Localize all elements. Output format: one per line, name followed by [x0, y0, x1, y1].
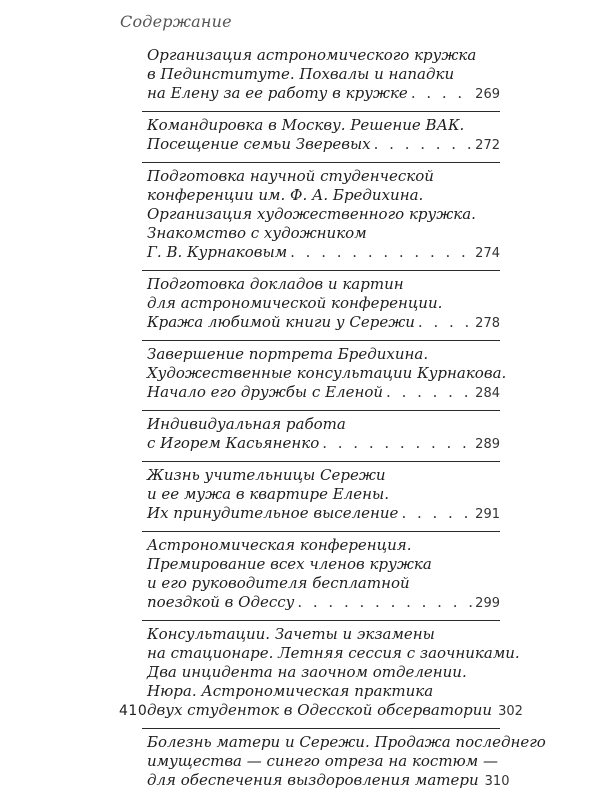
- toc-entry-line: [147, 752, 500, 771]
- toc-entry-line: [147, 504, 500, 524]
- dot-leader: [374, 135, 473, 154]
- toc-entry-line: [147, 625, 500, 644]
- toc-entry-line: [147, 186, 500, 205]
- toc-entry-text: Посещение семьи Зверевых: [147, 135, 371, 153]
- toc-entry-text: Подготовка научной студенческой: [147, 167, 434, 185]
- toc-entry-page: 289: [475, 437, 500, 452]
- toc-entry-line: [147, 313, 500, 333]
- toc-entry-line: [147, 65, 500, 84]
- toc-entry: [120, 271, 500, 341]
- dot-leader: [386, 383, 472, 402]
- toc-entry-text: поездкой в Одессу: [147, 593, 295, 611]
- toc-entry-line: [147, 383, 500, 403]
- toc-entry-line: [147, 733, 546, 752]
- toc-entry-page: 310: [484, 774, 510, 789]
- toc-entry-text: для астрономической конференции.: [147, 294, 443, 312]
- toc-entry-text: Г. В. Курнаковым: [147, 243, 288, 261]
- toc-entry-line: [147, 167, 500, 186]
- toc-entry-line: [147, 364, 507, 383]
- toc-entry-page: 291: [475, 507, 500, 522]
- toc-entry-line: [147, 593, 500, 613]
- toc-entry: [120, 112, 500, 163]
- dot-leader: [297, 593, 472, 612]
- toc-entry-line: [147, 415, 500, 434]
- toc-entry-text: конференции им. Ф. А. Бредихина.: [147, 186, 424, 204]
- toc-entry-text: Два инцидента на заочном отделении.: [147, 663, 467, 681]
- toc-entry-text: имущества — синего отреза на костюм —: [147, 752, 498, 770]
- toc-entry-line: [147, 46, 500, 65]
- toc-entry-page: 302: [498, 704, 523, 719]
- toc-entry-text: Командировка в Москву. Решение ВАК.: [147, 116, 465, 134]
- toc-entry: [120, 411, 500, 462]
- toc-entry-page: 299: [475, 596, 500, 611]
- toc-entry: [120, 462, 500, 532]
- toc-entry-text: Кража любимой книги у Сережи: [147, 313, 415, 331]
- toc-entry-line: [147, 771, 510, 791]
- toc-entry-text: Завершение портрета Бредихина.: [147, 345, 429, 363]
- toc-entry-line: [147, 485, 500, 504]
- toc-entry-text: Астрономическая конференция.: [147, 536, 412, 554]
- toc-entry-text: на стационаре. Летняя сессия с заочниками.: [147, 644, 520, 662]
- toc-entry-line: [147, 682, 500, 701]
- toc-entry-line: [147, 243, 500, 263]
- toc-entry-line: [147, 644, 520, 663]
- toc-entry: [120, 729, 546, 799]
- toc-entry-text: Индивидуальная работа: [147, 415, 346, 433]
- toc-entry-text: в Пединституте. Похвалы и нападки: [147, 65, 455, 83]
- toc-entry-text: для обеспечения выздоровления матери: [147, 771, 479, 789]
- toc-entry-line: [147, 574, 500, 593]
- toc-entry: [120, 42, 500, 112]
- toc-entry-text: на Елену за ее работу в кружке: [147, 84, 408, 102]
- dot-leader: [322, 434, 472, 453]
- dot-leader: [411, 84, 472, 103]
- toc-entry-line: [147, 434, 500, 454]
- dot-leader: [401, 504, 472, 523]
- toc-entry-page: 269: [475, 87, 500, 102]
- toc-entry-line: [147, 701, 523, 721]
- dot-leader: [418, 313, 472, 332]
- toc-entry-text: Нюра. Астрономическая практика: [147, 682, 434, 700]
- toc-entry-page: 284: [475, 386, 500, 401]
- toc-entry-page: 272: [475, 138, 500, 153]
- toc-entry-text: Организация астрономического кружка: [147, 46, 477, 64]
- toc-entry-line: [147, 135, 500, 155]
- toc-entry-line: [147, 84, 500, 104]
- toc-entry-line: [147, 205, 500, 224]
- toc-entry-text: с Игорем Касьяненко: [147, 434, 320, 452]
- toc-entry-page: 278: [475, 316, 500, 331]
- toc-entry: [120, 532, 500, 621]
- toc-entry-text: и его руководителя бесплатной: [147, 574, 410, 592]
- toc-entry-text: Консультации. Зачеты и экзамены: [147, 625, 435, 643]
- dot-leader: [290, 243, 472, 262]
- toc-entry-text: Премирование всех членов кружка: [147, 555, 432, 573]
- toc-entry-text: Знакомство с художником: [147, 224, 367, 242]
- toc-entry-line: [147, 536, 500, 555]
- page-number: 410: [119, 703, 148, 719]
- toc-entry-text: двух студенток в Одесской обсерватории: [147, 701, 493, 719]
- toc-entry-text: Их принудительное выселение: [147, 504, 399, 522]
- toc-entry: [120, 163, 500, 271]
- toc-entry-line: [147, 466, 500, 485]
- toc-entry-text: Художественные консультации Курнакова.: [147, 364, 507, 382]
- toc-entry-text: Болезнь матери и Сережи. Продажа последнего: [147, 733, 546, 751]
- toc-entry: [120, 341, 507, 411]
- toc-entry-line: [147, 663, 500, 682]
- toc-entry-line: [147, 555, 500, 574]
- toc-entry-page: 274: [475, 246, 500, 261]
- toc-entry-text: и ее мужа в квартире Елены.: [147, 485, 389, 503]
- toc-entry-text: Организация художественного кружка.: [147, 205, 476, 223]
- toc-entry-text: Жизнь учительницы Сережи: [147, 466, 386, 484]
- running-header: Содержание: [120, 12, 232, 31]
- toc-entry-line: [147, 224, 500, 243]
- toc-entry-text: Начало его дружбы с Еленой: [147, 383, 384, 401]
- table-of-contents: [120, 42, 546, 799]
- toc-entry-line: [147, 345, 500, 364]
- toc-entry-line: [147, 294, 500, 313]
- toc-entry-line: [147, 275, 500, 294]
- toc-entry-line: [147, 116, 500, 135]
- toc-entry-text: Подготовка докладов и картин: [147, 275, 404, 293]
- toc-entry: [120, 621, 523, 729]
